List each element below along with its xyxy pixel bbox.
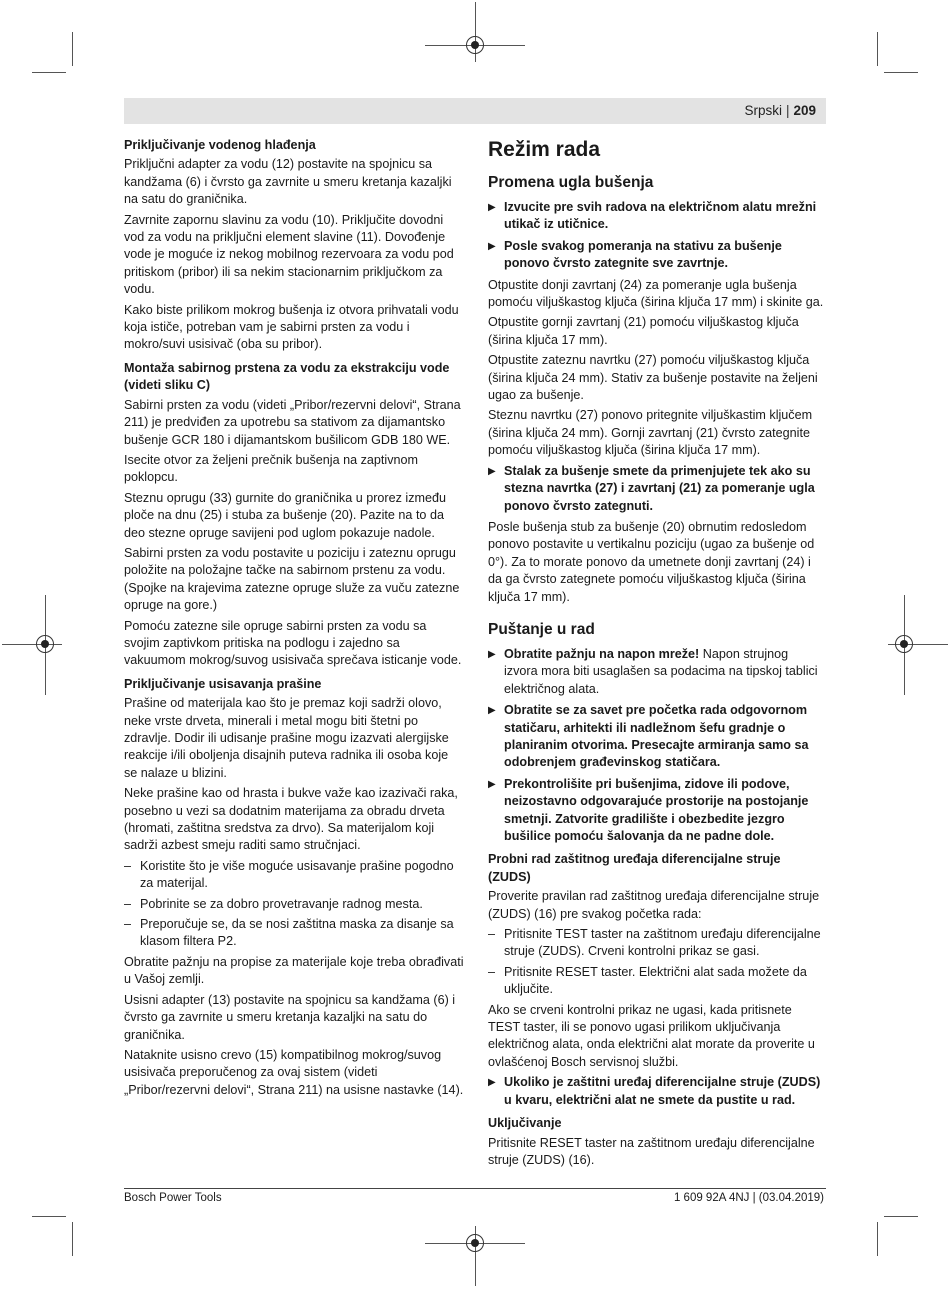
paragraph: Sabirni prsten za vodu (videti „Pribor/rezervni delovi“, Strana 211) je predviđen za upotrebu sa stativom za dijamantsko bušenje GCR 180 i dijamantskom bušilicom GDB 180 WE.: [124, 397, 461, 447]
section-heading: Uključivanje: [488, 1116, 562, 1131]
list-item: – Pritisnite RESET taster. Električni alat sada možete da uključite.: [488, 964, 825, 999]
paragraph: Nataknite usisno crevo (15) kompatibilnog mokrog/suvog usisivača preporučenog za ovaj sistem (videti „Pribor/rezervni delovi“, Strana 211) na usisne nastavke (14).: [124, 1047, 464, 1097]
crop-mark: [72, 32, 73, 66]
warning-item: ▶ Izvucite pre svih radova na električnom alatu mrežni utikač iz utičnice.: [488, 199, 825, 234]
paragraph: Sabirni prsten za vodu postavite u poziciju i zateznu oprugu položite na položajne tačke na sabirnom prstenu za vodu. (Spojke na krajevima zatezne opruge služe za vuču zatezne opruge na gore.): [124, 545, 460, 613]
footer-doc-id: 1 609 92A 4NJ | (03.04.2019): [673, 1192, 824, 1204]
registration-mark-icon: [466, 1234, 484, 1252]
section-heading: Promena ugla bušenja: [488, 174, 654, 191]
warning-bold: Obratite pažnju na napon mreže!: [504, 646, 700, 661]
crop-mark: [32, 72, 66, 73]
paragraph: Otpustite donji zavrtanj (24) za pomeranje ugla bušenja pomoću viljuškastog ključa (širina ključa 17 mm) i skinite ga.: [488, 277, 824, 310]
crop-mark: [877, 32, 878, 66]
section-heading: Priključivanje vodenog hlađenja: [124, 138, 316, 152]
paragraph: Steznu oprugu (33) gurnite do graničnika u prorez između ploče na dnu (25) i stuba za bušenje (20). Pazite na to da deo stezne opruge savijeni pod uglom pokazuje nadole.: [124, 490, 447, 540]
crop-mark: [884, 72, 918, 73]
registration-mark-icon: [466, 36, 484, 54]
warning-item: ▶ Stalak za bušenje smete da primenjujete tek ako su stezna navrtka (27) i zavrtanj (21) za pomeranje ugla ponovo čvrsto zategnuti.: [488, 463, 825, 515]
page-header: Srpski | 209: [744, 103, 816, 118]
paragraph: Usisni adapter (13) postavite na spojnicu sa kandžama (6) i čvrsto ga zavrnite u smeru kretanja kazaljki na satu do graničnika.: [124, 992, 456, 1042]
header-language: Srpski: [744, 103, 782, 118]
paragraph: Neke prašine kao od hrasta i bukve važe kao izazivači raka, posebno u vezi sa dodatnim materijama za obradu drveta (hromati, zaštitna sredstva za drvo). Sa materijalom koji sadrži azbest smeju raditi samo stručnjaci.: [124, 786, 458, 853]
paragraph: Pritisnite RESET taster na zaštitnom uređaju diferencijalne struje (ZUDS) (16).: [488, 1135, 815, 1167]
paragraph: Otpustite zateznu navrtku (27) pomoću viljuškastog ključa (širina ključa 24 mm). Stativ za bušenje postavite na željeni ugao za bušenje.: [488, 353, 818, 403]
section-heading: Probni rad zaštitnog uređaja diferencijalne struje (ZUDS): [488, 852, 781, 884]
paragraph: Priključni adapter za vodu (12) postavite na spojnicu sa kandžama (6) i čvrsto ga zavrnite u smeru kretanja kazaljki na satu do graničnika.: [124, 157, 452, 207]
registration-mark-icon: [36, 635, 54, 653]
header-bar: [124, 98, 826, 124]
crop-mark: [72, 1222, 73, 1256]
list-item: – Koristite što je više moguće usisavanje prašine pogodno za materijal.: [124, 858, 464, 893]
paragraph: Pomoću zatezne sile opruge sabirni prsten za vodu sa svojim zaptivkom pritiska na podlogu i zajedno sa vakuumom mokrog/suvog usisivača sprečava isticanje vode.: [124, 618, 462, 668]
warning-item: ▶ Obratite se za savet pre početka rada odgovornom statičaru, arhitekti ili nadležnom šefu gradnje o planiranim otvorima. Presecajte armiranja samo sa odobrenjem građevinskog statičara.: [488, 702, 825, 772]
list-item: – Preporučuje se, da se nosi zaštitna maska za disanje sa klasom filtera P2.: [124, 916, 464, 951]
paragraph: Ako se crveni kontrolni prikaz ne ugasi, kada pritisnete TEST taster, ili se ponovo ugasi prilikom uključivanja električnog alata, onda električni alat morate da proverite u ovlašćenoj Bosch servisnoj službi.: [488, 1002, 815, 1069]
footer-brand: Bosch Power Tools: [124, 1192, 222, 1204]
section-heading: Priključivanje usisavanja prašine: [124, 676, 322, 691]
warning-item: ▶ Posle svakog pomeranja na stativu za bušenje ponovo čvrsto zategnite sve zavrtnje.: [488, 238, 825, 273]
page-number: 209: [793, 103, 816, 118]
warning-item: ▶ Ukoliko je zaštitni uređaj diferencijalne struje (ZUDS) u kvaru, električni alat ne smete da pustite u rad.: [488, 1074, 825, 1109]
warning-item: [488, 646, 825, 698]
section-heading: Montaža sabirnog prstena za vodu za ekstrakciju vode (videti sliku C): [124, 360, 450, 393]
list-item: – Pobrinite se za dobro provetravanje radnog mesta.: [124, 896, 464, 913]
paragraph: Kako biste prilikom mokrog bušenja iz otvora prihvatali vodu koja ističe, potreban vam je sabirni prsten za vodu i mokro/suvi usisivač (oba su pribor).: [124, 302, 459, 352]
paragraph: Otpustite gornji zavrtanj (21) pomoću viljuškastog ključa (širina ključa 17 mm).: [488, 315, 799, 347]
chapter-title: Režim rada: [488, 138, 601, 161]
crop-mark: [32, 1216, 66, 1217]
paragraph: Posle bušenja stub za bušenje (20) obrnutim redosledom ponovo postavite u vertikalnu poziciju (ugao za bušenje od 0°). Za to morate ponovo da umetnete donji zavrtanj (24) i da ga čvrsto zategnete pomoću viljuškastog ključa (širina ključa 17 mm).: [488, 519, 815, 604]
paragraph: Steznu navrtku (27) ponovo pritegnite viljuškastim ključem (širina ključa 24 mm). Gornji zavrtanj (21) čvrsto zategnite pomoću viljuškastog ključa (širina ključa 17 mm).: [488, 408, 813, 458]
registration-mark-icon: [895, 635, 913, 653]
paragraph: Zavrnite zapornu slavinu za vodu (10). Priključite dovodni vod za vodu na priključni element slavine (11). Dovođenje vode je moguće iz nekog mobilnog rezervoara za vodu pod pritiskom (pribor) ili sa nekim stacionarnim priključkom za vodu.: [124, 212, 454, 297]
paragraph: Obratite pažnju na propise za materijale koje treba obrađivati u Vašoj zemlji.: [124, 954, 464, 987]
list-item: – Pritisnite TEST taster na zaštitnom uređaju diferencijalne struje (ZUDS). Crveni kontrolni prikaz se gasi.: [488, 926, 825, 961]
warning-item: ▶ Prekontrolišite pri bušenjima, zidove ili podove, neizostavno odgovarajuće prostorije na postojanje smetnji. Zatvorite gradilište i obezbedite jezgro bušilice pomoću šalovanja da ne padne dole.: [488, 776, 825, 846]
warning-text: Napon strujnog izvora mora biti usaglašen sa podacima na tipskoj tablici električnog alata.: [504, 646, 818, 696]
paragraph: Isecite otvor za željeni prečnik bušenja na zaptivnom poklopcu.: [124, 452, 419, 485]
footer-divider: [124, 1188, 826, 1189]
right-column: [488, 137, 825, 1172]
crop-mark: [877, 1222, 878, 1256]
left-column: [124, 137, 464, 1102]
section-heading: Puštanje u rad: [488, 620, 595, 638]
crop-mark: [884, 1216, 918, 1217]
paragraph: Proverite pravilan rad zaštitnog uređaja diferencijalne struje (ZUDS) (16) pre svakog početka rada:: [488, 889, 820, 921]
paragraph: Prašine od materijala kao što je premaz koji sadrži olovo, neke vrste drveta, minerali i metal mogu biti štetni po zdravlje. Dodir ili udisanje prašine mogu izazvati alergijske reakcije i/ili oboljenja disajnih puteva radnika ili osoba koje se nalaze u blizini.: [124, 696, 449, 780]
